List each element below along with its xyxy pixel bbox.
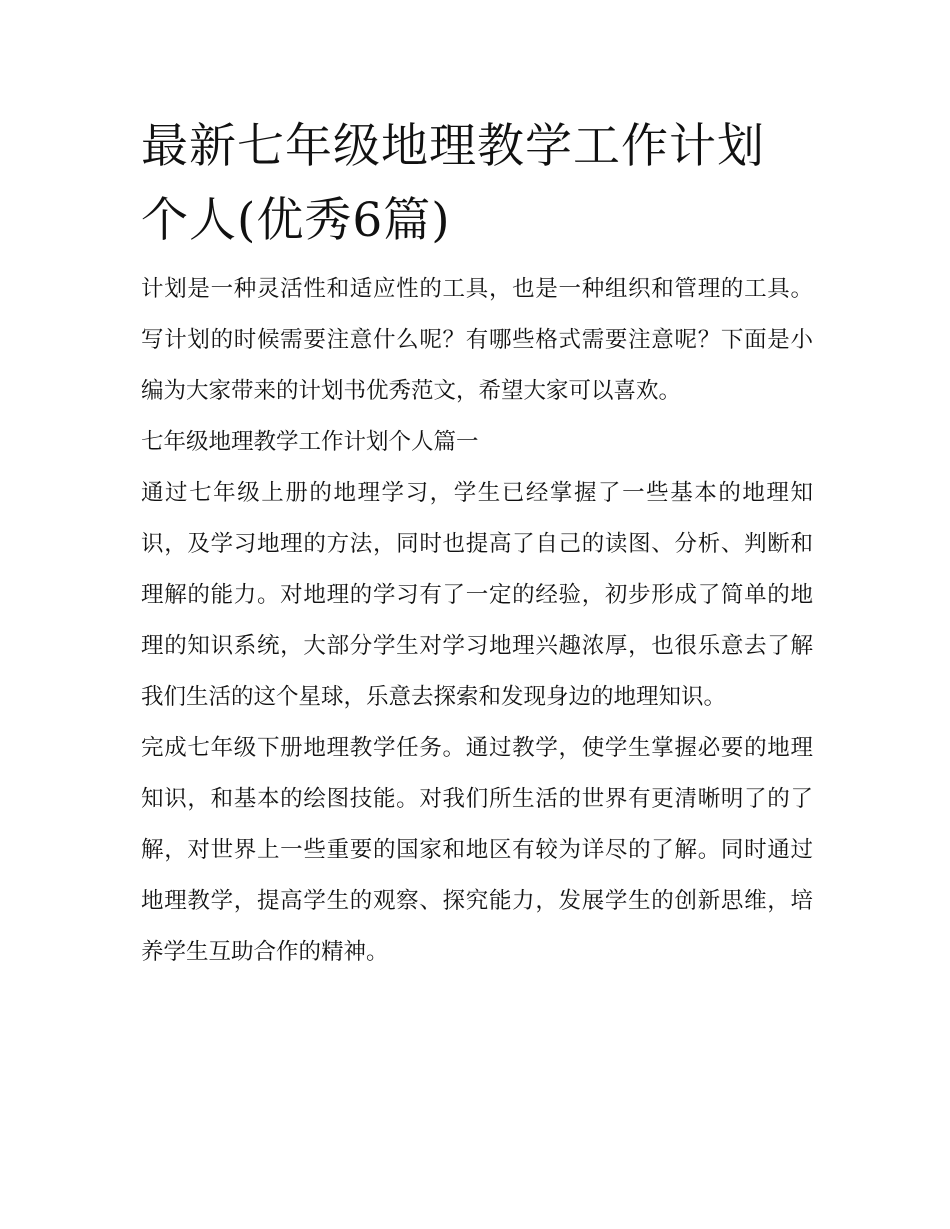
title-line-2: 个人(优秀6篇) [141,193,451,248]
body-paragraph: 通过七年级上册的地理学习，学生已经掌握了一些基本的地理知识，及学习地理的方法，同时也提高了自己的读图、分析、判断和理解的能力。对地理的学习有了一定的经验，初步形成了简单的地理的知识系统，大部分学生对学习地理兴趣浓厚，也很乐意去了解我们生活的这个星球，乐意去探索和发现身边的地理知识。 [141,480,813,710]
body-paragraph: 完成七年级下册地理教学任务。通过教学，使学生掌握必要的地理知识，和基本的绘图技能。对我们所生活的世界有更清晰明了的了解，对世界上一些重要的国家和地区有较为详尽的了解。同时通过地理教学，提高学生的观察、探究能力，发展学生的创新思维，培养学生互助合作的精神。 [141,735,813,965]
document-title [141,110,813,258]
document-page [141,110,813,978]
document-body [141,264,813,978]
title-line-1: 最新七年级地理教学工作计划 [141,119,765,174]
section-heading: 七年级地理教学工作计划个人篇一 [141,429,479,455]
intro-paragraph: 计划是一种灵活性和适应性的工具，也是一种组织和管理的工具。写计划的时候需要注意什么呢？有哪些格式需要注意呢？下面是小编为大家带来的计划书优秀范文，希望大家可以喜欢。 [141,276,813,404]
